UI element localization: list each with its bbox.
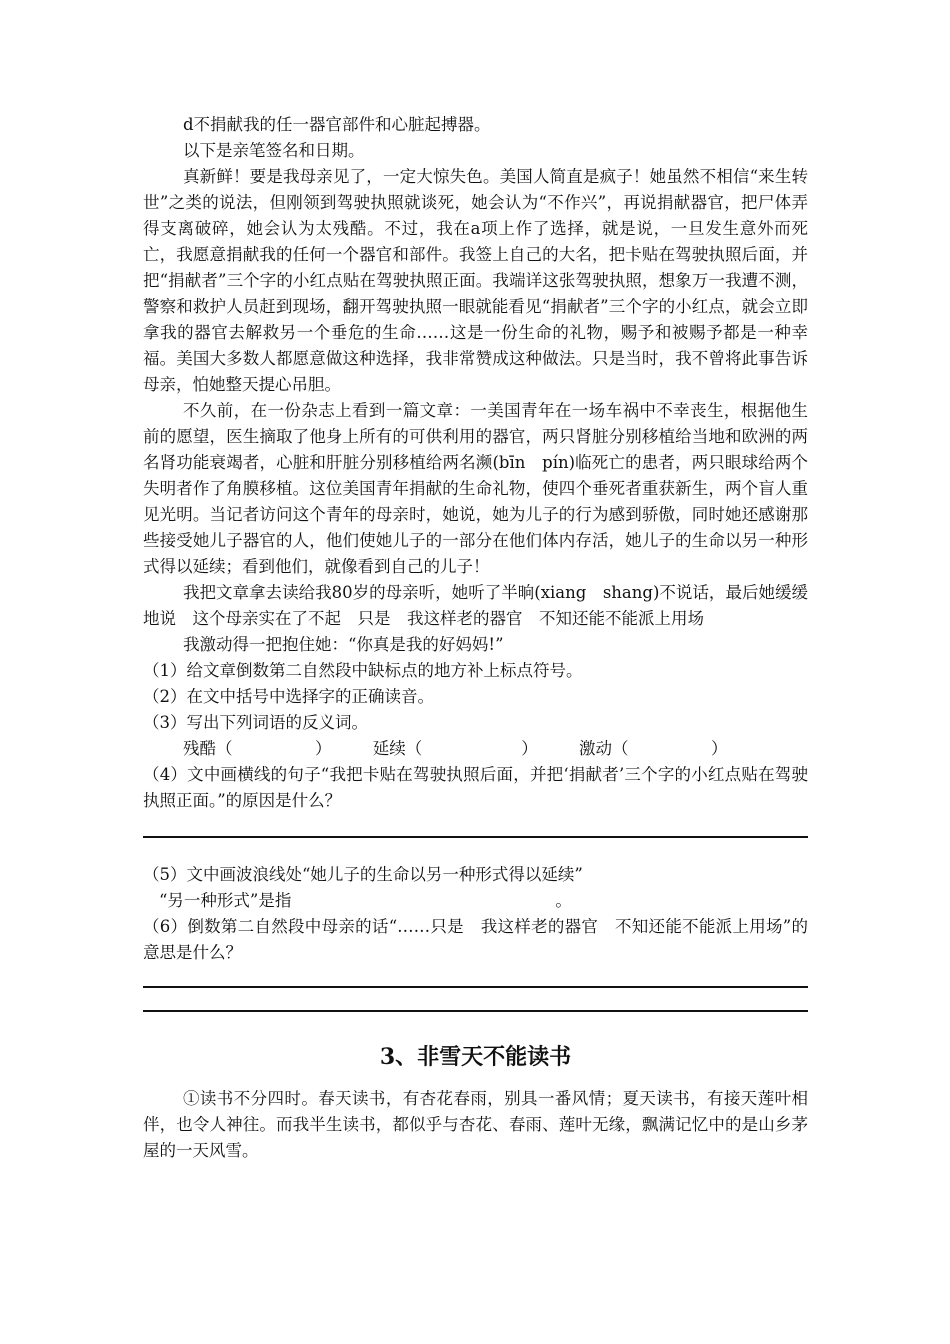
question-4: （4）文中画横线的句子“我把卡贴在驾驶执照后面，并把‘捐献者’三个字的小红点贴在驾驶执照正面。”的原因是什么？ (143, 765, 808, 810)
section-title: 3、非雪天不能读书 (379, 1044, 572, 1070)
spacer (143, 988, 808, 1010)
article-paragraph: 不久前，在一份杂志上看到一篇文章：一美国青年在一场车祸中不幸丧生，根据他生前的愿望，医生摘取了他身上所有的可供利用的器官，两只肾脏分别移植给当地和欧洲的两名肾功能衰竭者，心脏和肝脏分别移植给两名濒(bīn pín)临死亡的患者，两只眼球给两个失明者作了角膜移植。这位美国青年捐献的生命礼物，使四个垂死者重获新生，两个盲人重见光明。当记者访问这个青年的母亲时，她说，她为儿子的行为感到骄傲，同时她还感谢那些接受她儿子器官的人，他们使她儿子的一部分在他们体内存活，她儿子的生命以另一种形式得以延续；看到他们，就像看到自己的儿子！ (143, 401, 808, 576)
spacer (143, 1072, 808, 1086)
question-2: （2）在文中括号中选择字的正确读音。 (143, 687, 434, 706)
spacer (143, 966, 808, 986)
article-paragraph: d不捐献我的任一器官部件和心脏起搏器。 (183, 115, 491, 134)
question-3-antonym-blanks: 残酷（ ） 延续（ ） 激动（ ） (183, 739, 728, 758)
article-paragraph: 我把文章拿去读给我80岁的母亲听，她听了半晌(xiang shang)不说话，最后她缓缓地说 这个母亲实在了不起 只是 我这样老的器官 不知还能不能派上用场 (143, 583, 808, 628)
question-1: （1）给文章倒数第二自然段中缺标点的地方补上标点符号。 (143, 661, 583, 680)
question-5-fill: “另一种形式”是指 。 (159, 891, 572, 910)
question-3: （3）写出下列词语的反义词。 (143, 713, 368, 732)
spacer (143, 1012, 808, 1042)
article-paragraph: 我激动得一把抱住她：“你真是我的好妈妈!” (183, 635, 504, 654)
spacer (143, 814, 808, 836)
document-page (143, 112, 808, 1164)
article-paragraph: 真新鲜！要是我母亲见了，一定大惊失色。美国人简直是疯子！她虽然不相信“来生转世”之类的说法，但刚领到驾驶执照就谈死，她会认为“不作兴”，再说捐献器官，把尸体弄得支离破碎，她会认为太残酷。不过，我在a项上作了选择，就是说，一旦发生意外而死亡，我愿意捐献我的任何一个器官和部件。我签上自己的大名，把卡贴在驾驶执照后面，并把“捐献者”三个字的小红点贴在驾驶执照正面。我端详这张驾驶执照，想象万一我遭不测，警察和救护人员赶到现场，翻开驾驶执照一眼就能看见“捐献者”三个字的小红点，就会立即拿我的器官去解救另一个垂危的生命……这是一份生命的礼物，赐予和被赐予都是一种幸福。美国大多数人都愿意做这种选择，我非常赞成这种做法。只是当时，我不曾将此事告诉母亲，怕她整天提心吊胆。 (143, 167, 808, 394)
question-5: （5）文中画波浪线处“她儿子的生命以另一种形式得以延续” (143, 865, 583, 884)
section-paragraph: ①读书不分四时。春天读书，有杏花春雨，别具一番风情；夏天读书，有接天莲叶相伴，也令人神往。而我半生读书，都似乎与杏花、春雨、莲叶无缘，飘满记忆中的是山乡茅屋的一天风雪。 (143, 1089, 808, 1160)
question-6: （6）倒数第二自然段中母亲的话“……只是 我这样老的器官 不知还能不能派上用场”的意思是什么？ (143, 917, 808, 962)
spacer (143, 838, 808, 862)
article-paragraph: 以下是亲笔签名和日期。 (183, 141, 365, 160)
